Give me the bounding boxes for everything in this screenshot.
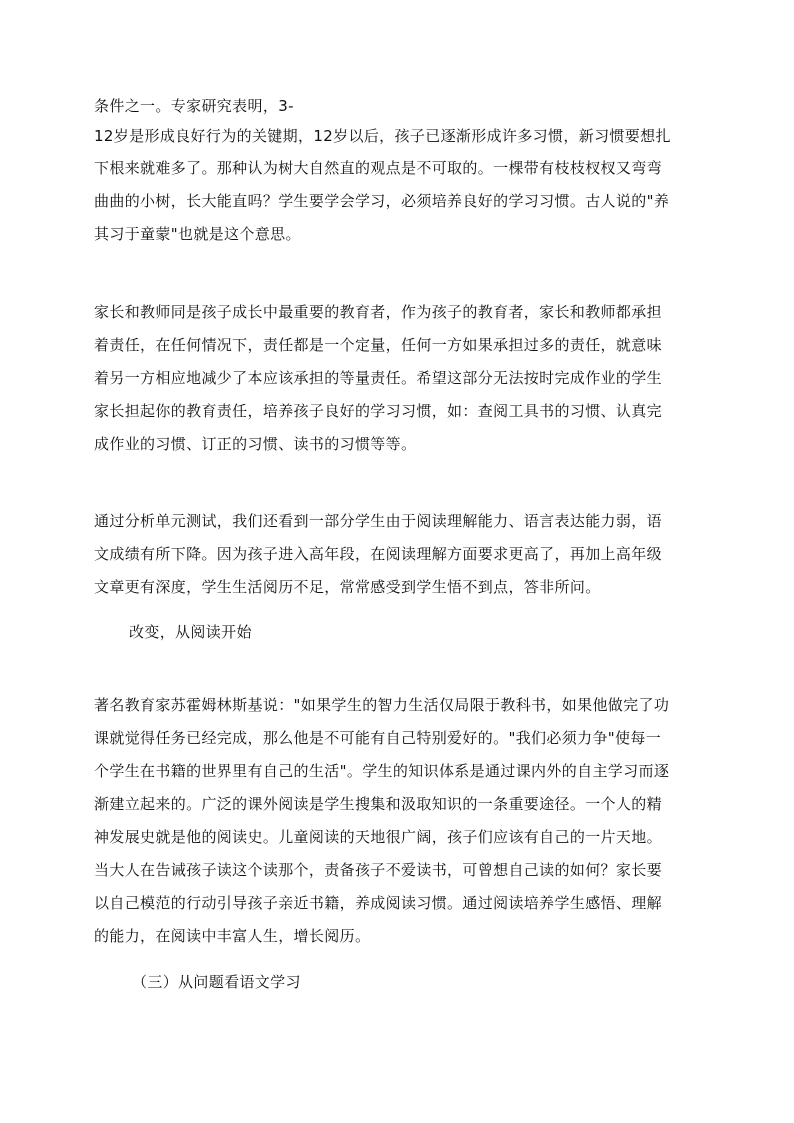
- text-line: 文成绩有所下降。因为孩子进入高年段，在阅读理解方面要求更高了，再加上高年级: [94, 545, 662, 563]
- text-line: 课就觉得任务已经完成，那么他是不可能有自己特别爱好的。"我们必须力争"使每一: [94, 729, 662, 747]
- text-line: 曲曲的小树，长大能直吗？学生要学会学习，必须培养良好的学习习惯。古人说的"养: [94, 192, 670, 210]
- text-line: 当大人在告诫孩子读这个读那个，责备孩子不爱读书，可曾想自己读的如何？家长要: [94, 861, 662, 879]
- text-line: 神发展史就是他的阅读史。儿童阅读的天地很广阔，孩子们应该有自己的一片天地。: [94, 828, 662, 846]
- text-line: 的能力，在阅读中丰富人生，增长阅历。: [94, 927, 371, 945]
- text-line: 着责任，在任何情况下，责任都是一个定量，任何一方如果承担过多的责任，就意味: [94, 336, 662, 354]
- text-line: 渐建立起来的。广泛的课外阅读是学生搜集和汲取知识的一条重要途径。一个人的精: [94, 795, 662, 813]
- text-line: 着另一方相应地减少了本应该承担的等量责任。希望这部分无法按时完成作业的学生: [94, 369, 662, 387]
- section-heading: 改变，从阅读开始: [129, 623, 252, 641]
- text-line: 通过分析单元测试，我们还看到一部分学生由于阅读理解能力、语言表达能力弱，语: [94, 512, 662, 530]
- text-line: 家长担起你的教育责任，培养孩子良好的学习习惯，如：查阅工具书的习惯、认真完: [94, 402, 662, 420]
- text-line: 家长和教师同是孩子成长中最重要的教育者，作为孩子的教育者，家长和教师都承担: [94, 303, 662, 321]
- subsection-heading: （三）从问题看语文学习: [132, 973, 301, 991]
- text-line: 著名教育家苏霍姆林斯基说："如果学生的智力生活仅局限于教科书，如果他做完了功: [94, 696, 670, 714]
- text-line: 文章更有深度，学生生活阅历不足，常常感受到学生悟不到点，答非所问。: [94, 578, 601, 596]
- text-line: 成作业的习惯、订正的习惯、读书的习惯等等。: [94, 435, 417, 453]
- text-line: 条件之一。专家研究表明，3-: [94, 97, 294, 115]
- text-line: 其习于童蒙"也就是这个意思。: [94, 225, 301, 243]
- text-line: 个学生在书籍的世界里有自己的生活"。学生的知识体系是通过课内外的自主学习而逐: [94, 762, 670, 780]
- text-line: 下根来就难多了。那种认为树大自然直的观点是不可取的。一棵带有枝枝杈杈又弯弯: [94, 159, 662, 177]
- text-line: 以自己模范的行动引导孩子亲近书籍，养成阅读习惯。通过阅读培养学生感悟、理解: [94, 894, 662, 912]
- text-line: 12岁是形成良好行为的关键期，12岁以后，孩子已逐渐形成许多习惯，新习惯要想扎: [94, 127, 671, 145]
